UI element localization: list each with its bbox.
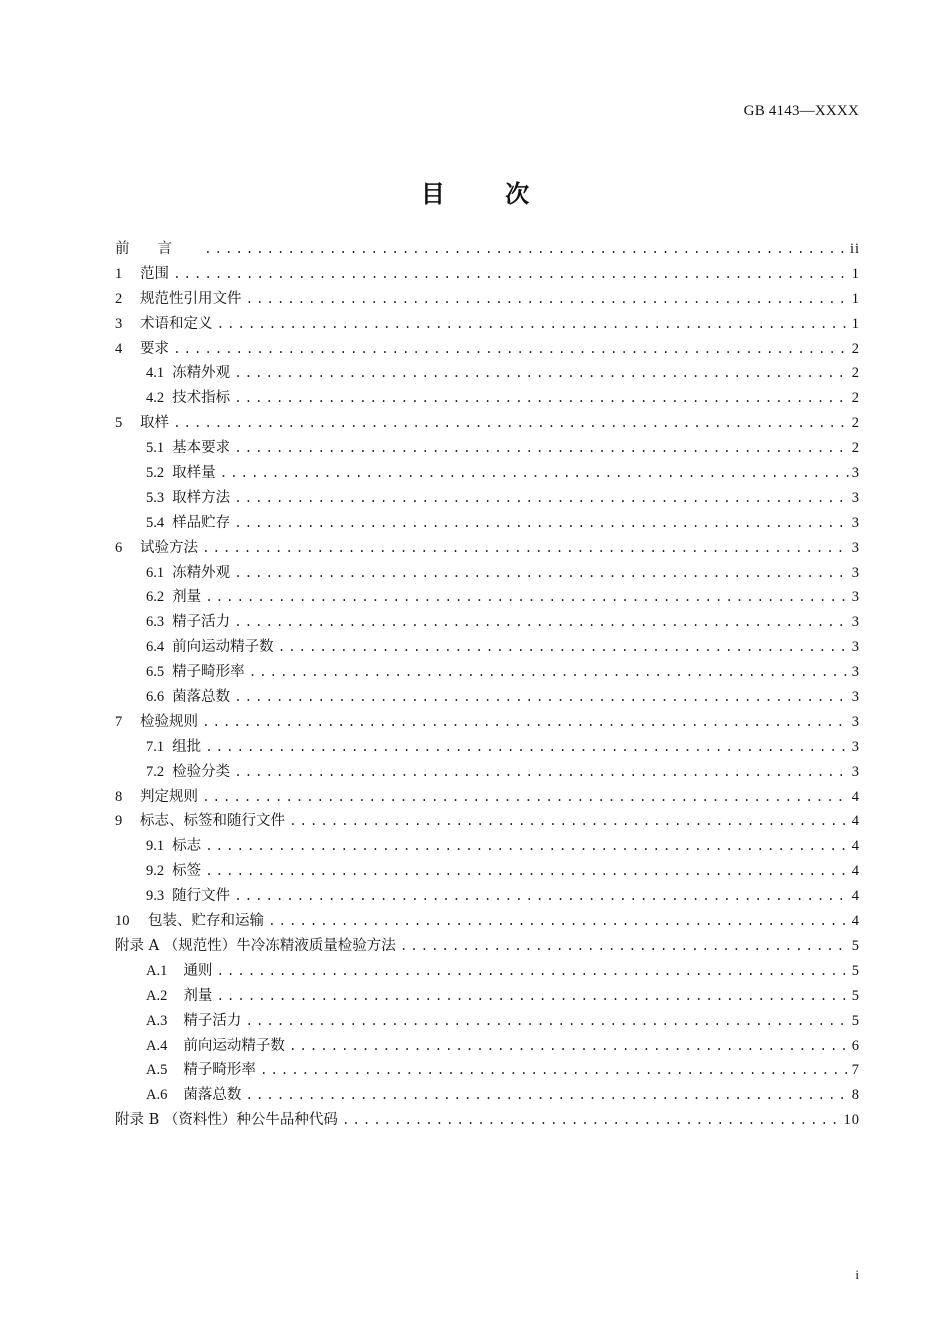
toc-entry-label: 随行文件	[172, 888, 231, 905]
toc-entry-page: 7	[851, 1062, 860, 1079]
toc-entry-label: 判定规则	[140, 788, 198, 805]
toc-entry-label: 基本要求	[172, 440, 231, 457]
toc-entry-label: 范围	[140, 265, 169, 282]
toc-leader-dots	[234, 387, 850, 412]
toc-entry-number: 5.3	[146, 489, 165, 506]
toc-leader-dots	[278, 636, 850, 661]
toc-entry-label: 技术指标	[172, 390, 231, 407]
toc-entry[interactable]	[115, 1034, 860, 1059]
toc-entry-label: 术语和定义	[140, 315, 213, 332]
toc-leader-dots	[205, 835, 850, 860]
toc-entry-page: 5	[851, 962, 860, 979]
toc-entry[interactable]	[115, 884, 860, 909]
toc-entry-label: 通则	[183, 962, 213, 979]
toc-entry[interactable]	[115, 312, 860, 337]
toc-entry-page: 3	[851, 738, 860, 755]
toc-entry[interactable]	[115, 461, 860, 486]
toc-entry-page: 3	[851, 539, 860, 556]
toc-entry-number: 6.6	[146, 689, 165, 706]
toc-entry-label: 精子畸形率	[183, 1062, 256, 1079]
toc-entry-number: A.2	[146, 987, 168, 1004]
toc-entry[interactable]	[115, 486, 860, 511]
toc-entry[interactable]	[115, 610, 860, 635]
toc-entry-number: 3	[115, 315, 123, 332]
toc-leader-dots	[173, 263, 850, 288]
toc-entry-page: 5	[851, 987, 860, 1004]
toc-entry-label: 取样方法	[172, 489, 231, 506]
toc-entry-page: 3	[851, 763, 860, 780]
toc-entry[interactable]	[115, 361, 860, 386]
toc-entry[interactable]	[115, 859, 860, 884]
toc-entry-number: 6.3	[146, 614, 165, 631]
toc-entry-label: 菌落总数	[183, 1087, 242, 1104]
toc-entry-label: 样品贮存	[172, 514, 231, 531]
toc-entry[interactable]	[115, 934, 860, 959]
toc-entry-number: 2	[115, 290, 123, 307]
toc-entry[interactable]	[115, 436, 860, 461]
toc-entry-page: 4	[851, 863, 860, 880]
toc-entry-page: 2	[851, 340, 860, 357]
toc-entry-page: 3	[851, 664, 860, 681]
toc-entry-page: 3	[851, 639, 860, 656]
toc-entry-number: 5.2	[146, 465, 165, 482]
toc-entry-page: 4	[851, 813, 860, 830]
toc-entry[interactable]	[115, 710, 860, 735]
toc-entry[interactable]	[115, 262, 860, 287]
toc-entry[interactable]	[115, 237, 860, 262]
toc-entry[interactable]	[115, 511, 860, 536]
toc-entry-number: 9	[115, 813, 123, 830]
toc-entry-page: 3	[851, 564, 860, 581]
toc-entry-label: 取样	[140, 415, 169, 432]
toc-entry[interactable]	[115, 536, 860, 561]
toc-entry[interactable]	[115, 1108, 860, 1133]
toc-entry[interactable]	[115, 984, 860, 1009]
toc-entry[interactable]	[115, 809, 860, 834]
toc-entry-number: 6.2	[146, 589, 165, 606]
toc-entry[interactable]	[115, 337, 860, 362]
toc-entry[interactable]	[115, 834, 860, 859]
toc-entry-label: 前向运动精子数	[183, 1037, 285, 1054]
toc-entry-label: 菌落总数	[172, 689, 231, 706]
toc-entry-page: 3	[851, 589, 860, 606]
toc-entry-number: 4.2	[146, 390, 165, 407]
toc-entry-page: 4	[851, 913, 860, 930]
toc-entry[interactable]	[115, 1009, 860, 1034]
toc-entry-page: 3	[851, 465, 860, 482]
toc-entry-number: 8	[115, 788, 123, 805]
toc-entry-number: 4.1	[146, 365, 165, 382]
page-title: 目 次	[420, 180, 556, 208]
toc-entry-label: 精子畸形率	[172, 664, 245, 681]
toc-entry-number: A.5	[146, 1062, 168, 1079]
toc-entry-page: 3	[851, 489, 860, 506]
toc-leader-dots	[205, 586, 850, 611]
toc-entry-label: 检验规则	[140, 713, 198, 730]
toc-entry-label: 包装、贮存和运输	[148, 913, 264, 930]
toc-entry-page: ii	[849, 241, 860, 257]
toc-leader-dots	[289, 810, 850, 835]
toc-leader-dots	[234, 611, 850, 636]
toc-entry-page: 2	[851, 440, 860, 457]
toc-entry[interactable]	[115, 411, 860, 436]
toc-entry-label: 标志	[172, 838, 202, 855]
toc-entry-label: 精子活力	[172, 614, 231, 631]
toc-entry[interactable]	[115, 959, 860, 984]
toc-entry-page: 3	[851, 614, 860, 631]
toc-entry-page: 8	[851, 1087, 860, 1104]
toc-entry[interactable]	[115, 1058, 860, 1083]
toc-entry-page: 4	[851, 888, 860, 905]
toc-entry-page: 4	[851, 788, 860, 805]
toc-leader-dots	[173, 412, 850, 437]
toc-entry-label: 试验方法	[140, 539, 198, 556]
toc-leader-dots	[234, 885, 850, 910]
toc-entry[interactable]	[115, 561, 860, 586]
toc-entry[interactable]	[115, 785, 860, 810]
toc-leader-dots	[245, 1010, 849, 1035]
toc-entry-page: 5	[851, 937, 860, 954]
toc-entry-number: 7	[115, 713, 123, 730]
toc-entry-page: 3	[851, 713, 860, 730]
toc-entry-page: 10	[843, 1112, 860, 1129]
toc-entry-number: 7.2	[146, 763, 165, 780]
toc-entry-number: 6.1	[146, 564, 165, 581]
toc-leader-dots	[246, 288, 850, 313]
toc-leader-dots	[202, 537, 850, 562]
toc-entry-number: 1	[115, 265, 123, 282]
toc-leader-dots	[400, 935, 850, 960]
toc-entry-number: 6	[115, 539, 123, 556]
toc-entry-page: 2	[851, 390, 860, 407]
toc-leader-dots	[220, 462, 850, 487]
toc-entry-label: 附录 A （规范性）牛冷冻精液质量检验方法	[115, 937, 396, 954]
toc-entry-page: 5	[851, 1012, 860, 1029]
toc-entry-label: 剂量	[183, 987, 213, 1004]
toc-leader-dots	[234, 512, 850, 537]
toc-leader-dots	[234, 562, 850, 587]
toc-entry-page: 1	[851, 265, 860, 282]
toc-entry-label: 冻精外观	[172, 365, 231, 382]
toc-entry-label: 要求	[140, 340, 169, 357]
toc-entry[interactable]	[115, 635, 860, 660]
toc-leader-dots	[245, 1084, 849, 1109]
toc-entry-page: 2	[851, 365, 860, 382]
toc-leader-dots	[234, 437, 850, 462]
toc-leader-dots	[204, 238, 848, 263]
toc-entry-label: 前言	[115, 241, 200, 257]
toc-entry-number: 5.1	[146, 440, 165, 457]
toc-entry[interactable]	[115, 685, 860, 710]
standard-code: GB 4143—XXXX	[743, 103, 859, 119]
toc-entry-label: 取样量	[172, 465, 216, 482]
toc-entry-label: 冻精外观	[172, 564, 231, 581]
toc-leader-dots	[205, 736, 850, 761]
toc-entry-page: 6	[851, 1037, 860, 1054]
toc-leader-dots	[234, 686, 850, 711]
toc-entry[interactable]	[115, 909, 860, 934]
toc-entry[interactable]	[115, 386, 860, 411]
toc-entry-page: 3	[851, 689, 860, 706]
page-number: i	[855, 1267, 859, 1282]
toc-entry-page: 1	[851, 315, 860, 332]
toc-leader-dots	[216, 985, 849, 1010]
toc-entry[interactable]	[115, 735, 860, 760]
toc-entry-number: 7.1	[146, 738, 165, 755]
toc-entry-number: 6.5	[146, 664, 165, 681]
toc-entry-label: 标志、标签和随行文件	[140, 813, 285, 830]
toc-entry[interactable]	[115, 287, 860, 312]
toc-leader-dots	[260, 1059, 850, 1084]
toc-leader-dots	[342, 1109, 842, 1134]
toc-leader-dots	[202, 786, 850, 811]
toc-entry-page: 1	[851, 290, 860, 307]
toc-entry-number: 9.2	[146, 863, 165, 880]
toc-leader-dots	[268, 910, 850, 935]
toc-entry[interactable]	[115, 760, 860, 785]
toc-entry-number: A.3	[146, 1012, 168, 1029]
toc-leader-dots	[216, 960, 849, 985]
toc-entry-label: 精子活力	[183, 1012, 242, 1029]
toc-leader-dots	[234, 761, 850, 786]
toc-entry-label: 剂量	[172, 589, 202, 606]
toc-entry-label: 附录 B （资料性）种公牛品种代码	[115, 1112, 338, 1129]
toc-entry-number: 10	[115, 913, 130, 930]
toc-leader-dots	[234, 487, 850, 512]
toc-entry-label: 检验分类	[172, 763, 231, 780]
table-of-contents	[115, 237, 860, 1133]
toc-entry-number: 5	[115, 415, 123, 432]
toc-entry[interactable]	[115, 585, 860, 610]
toc-entry-number: 4	[115, 340, 123, 357]
toc-leader-dots	[217, 313, 850, 338]
toc-entry-label: 标签	[172, 863, 202, 880]
toc-entry[interactable]	[115, 660, 860, 685]
toc-leader-dots	[289, 1035, 850, 1060]
toc-leader-dots	[202, 711, 850, 736]
toc-entry-number: 6.4	[146, 639, 165, 656]
toc-entry[interactable]	[115, 1083, 860, 1108]
toc-entry-label: 规范性引用文件	[140, 290, 242, 307]
toc-entry-page: 4	[851, 838, 860, 855]
toc-leader-dots	[173, 338, 850, 363]
toc-entry-number: A.4	[146, 1037, 168, 1054]
toc-entry-number: 9.1	[146, 838, 165, 855]
toc-leader-dots	[205, 860, 850, 885]
toc-leader-dots	[249, 661, 850, 686]
toc-entry-number: 9.3	[146, 888, 165, 905]
toc-entry-label: 前向运动精子数	[172, 639, 274, 656]
toc-entry-number: A.1	[146, 962, 168, 979]
toc-entry-number: 5.4	[146, 514, 165, 531]
toc-leader-dots	[234, 362, 850, 387]
toc-entry-page: 2	[851, 415, 860, 432]
toc-entry-page: 3	[851, 514, 860, 531]
toc-entry-label: 组批	[172, 738, 202, 755]
toc-entry-number: A.6	[146, 1087, 168, 1104]
